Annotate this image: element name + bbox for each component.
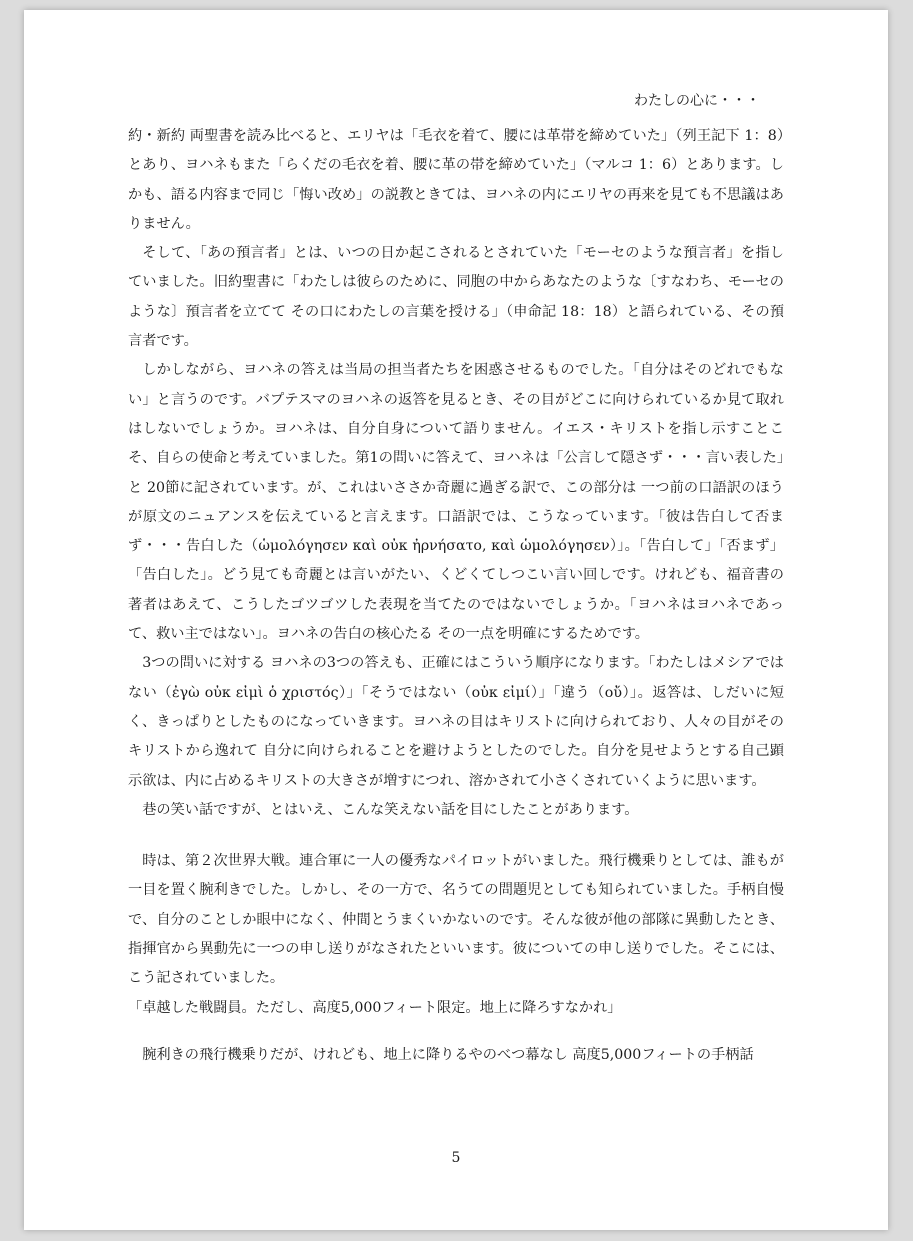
paragraph-pilot-story: 時は、第２次世界大戦。連合軍に一人の優秀なパイロットがいました。飛行機乗りとしては、誰もが一目を置く腕利きでした。しかし、その一方で、名うての問題児としても知られていました。手柄自慢で、自分のことしか眼中になく、仲間とうまくいかないのです。そんな彼が他の部隊に異動したとき、指揮官から異動先に一つの申し送りがなされたといいます。彼についての申し送りでした。そこには、こう記されていました。 bbox=[128, 853, 784, 987]
document-page bbox=[24, 10, 888, 1230]
paragraph-anecdote-intro: 巷の笑い話ですが、とはいえ、こんな笑えない話を目にしたことがあります。 bbox=[142, 801, 639, 818]
running-header: わたしの心に・・・ bbox=[634, 93, 760, 109]
paragraph-three-answers: 3つの問いに対する ヨハネの3つの答えも、正確にはこういう順序になります。「わたしはメシアではない（ἐγὼ οὐκ εἰμὶ ὁ χριστός）」「そうではない（οὐκ εἰμί）」「違う（οὔ）」。返答は、しだいに短く、きっぱりとしたものになっていきます。ヨハネの目はキリストに向けられており、人々の目がそのキリストから逸れて 自分に向けられることを避けようとしたのでした。自分を見せようとする自己顕示欲は、内に占めるキリストの大きさが増すにつれ、溶かされて小さくされていくように思います。 bbox=[128, 655, 784, 789]
paragraph-confession: しかしながら、ヨハネの答えは当局の担当者たちを困惑させるものでした。「自分はそのどれでもない」と言うのです。バプテスマのヨハネの返答を見るとき、その目がどこに向けられているか見て取れはしないでしょうか。ヨハネは、自分自身について語りません。イエス・キリストを指し示すことこそ、自らの使命と考えていました。第1の問いに答えて、ヨハネは「公言して隠さず・・・言い表した」と 20節に記されています。が、これはいささか奇麗に過ぎる訳で、この部分は 一つ前の口語訳のほうが原文のニュアンスを伝えていると言えます。口語訳では、こうなっています。「彼は告白して否まず・・・告白した（ὡμολόγησεν καὶ οὐκ ἠρνήσατο, καὶ ὡμολόγησεν）」。「告白して」「否まず」「告白した」。どう見ても奇麗とは言いがたい、くどくてしつこい言い回しです。けれども、福音書の著者はあえて、こうしたゴツゴツした表現を当てたのではないでしょうか。「ヨハネはヨハネであって、救い主ではない」。ヨハネの告白の核心たる その一点を明確にするためです。 bbox=[128, 362, 784, 643]
paragraph-elijah: 約・新約 両聖書を読み比べると、エリヤは「毛衣を着て、腰には革帯を締めていた」（列王記下 1：8）とあり、ヨハネもまた「らくだの毛衣を着、腰に革の帯を締めていた」（マルコ 1：6）とあります。しかも、語る内容まで同じ「悔い改め」の説教ときては、ヨハネの内にエリヤの再来を見ても不思議はありません。 bbox=[128, 128, 784, 232]
page-number: 5 bbox=[451, 1150, 461, 1166]
paragraph-continued: 腕利きの飛行機乗りだが、けれども、地上に降りるやのべつ幕なし 高度5,000フィートの手柄話 bbox=[142, 1046, 754, 1063]
body-text bbox=[128, 122, 784, 1070]
paragraph-prophet: そして、「あの預言者」とは、いつの日か起こされるとされていた「モーセのような預言者」を指していました。旧約聖書に「わたしは彼らのために、同胞の中からあなたのような〔すなわち、モーセのような〕預言者を立てて その口にわたしの言葉を授ける」（申命記 18：18）と語られている、その預言者です。 bbox=[128, 245, 784, 350]
paragraph-pilot-note: 「卓越した戦闘員。ただし、高度5,000フィート限定。地上に降ろすなかれ」 bbox=[128, 999, 622, 1016]
